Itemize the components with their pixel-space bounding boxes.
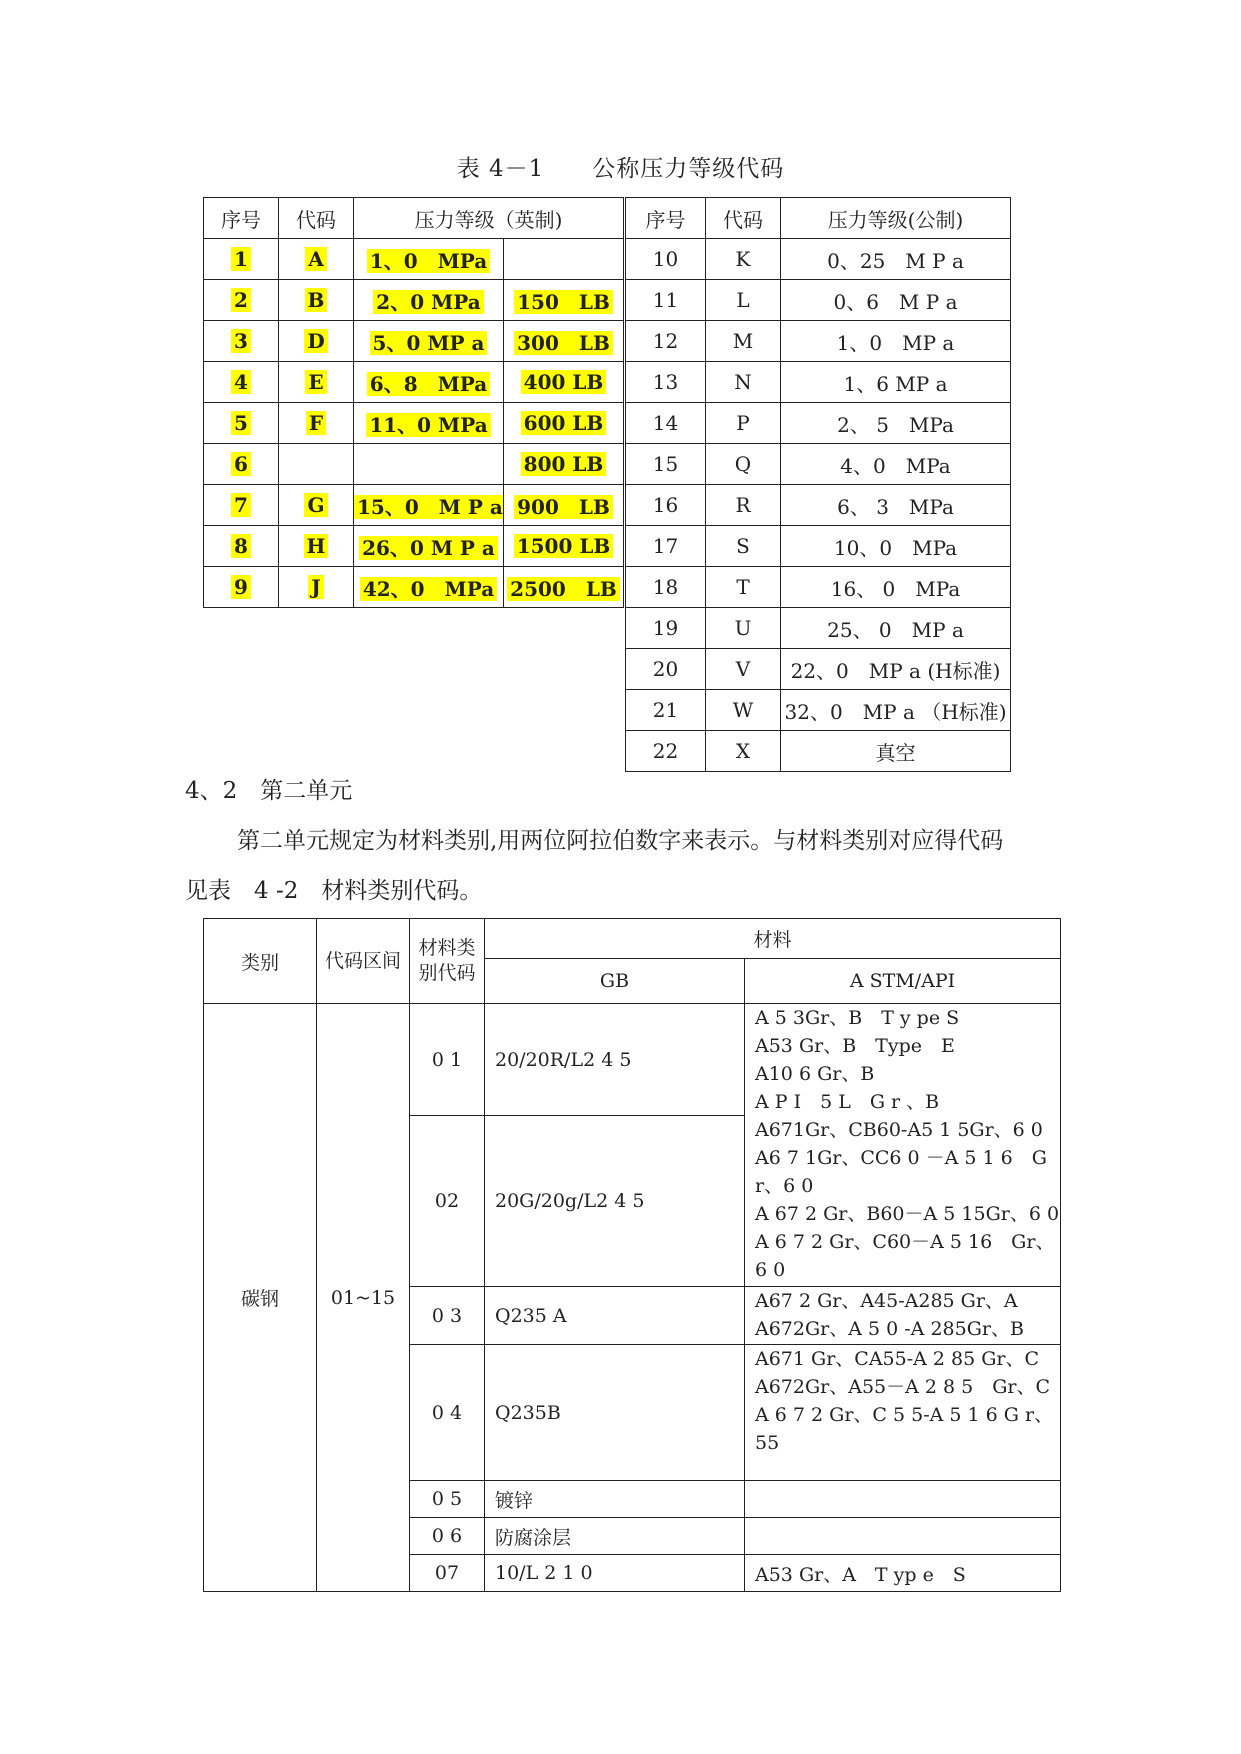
seq-cell bbox=[204, 526, 279, 567]
seq-cell bbox=[204, 321, 279, 362]
pressure-lb-cell bbox=[504, 280, 624, 321]
seq-cell: 22 bbox=[626, 731, 706, 772]
header-material-code: 材料类别代码 bbox=[410, 919, 485, 1004]
pressure-mpa-cell-text: 2、0 MPa bbox=[373, 290, 483, 314]
pressure-mpa-cell-text: 42、0 MPa bbox=[360, 577, 497, 601]
table-row bbox=[204, 321, 624, 362]
table-row bbox=[204, 444, 624, 485]
seq-cell bbox=[204, 444, 279, 485]
astm-cell: A53 Gr、A T yp e S bbox=[745, 1555, 1061, 1592]
seq-cell: 19 bbox=[626, 608, 706, 649]
code-cell-text: F bbox=[306, 411, 326, 435]
header-pressure-metric: 压力等级(公制) bbox=[781, 198, 1011, 239]
seq-cell: 10 bbox=[626, 239, 706, 280]
seq-cell bbox=[204, 362, 279, 403]
pressure-lb-cell-text: 600 LB bbox=[521, 411, 607, 435]
header-code-range: 代码区间 bbox=[317, 919, 410, 1004]
table-row bbox=[626, 239, 1011, 280]
pressure-lb-cell bbox=[504, 239, 624, 280]
pressure-mpa-cell bbox=[354, 485, 504, 526]
code-cell: L bbox=[706, 280, 781, 321]
pressure-metric-cell: 0、6 M P a bbox=[781, 280, 1011, 321]
pressure-metric-cell: 0、25 M P a bbox=[781, 239, 1011, 280]
code-cell: P bbox=[706, 403, 781, 444]
code-cell: K bbox=[706, 239, 781, 280]
pressure-mpa-cell bbox=[354, 526, 504, 567]
seq-cell: 18 bbox=[626, 567, 706, 608]
pressure-metric-cell: 25、 0 MP a bbox=[781, 608, 1011, 649]
code-cell bbox=[279, 567, 354, 608]
seq-cell: 14 bbox=[626, 403, 706, 444]
category-cell: 碳钢 bbox=[204, 1004, 317, 1592]
pressure-lb-cell bbox=[504, 567, 624, 608]
pressure-table-metric bbox=[625, 197, 1011, 772]
seq-cell: 13 bbox=[626, 362, 706, 403]
code-cell bbox=[279, 403, 354, 444]
pressure-metric-cell: 10、0 MPa bbox=[781, 526, 1011, 567]
seq-cell bbox=[204, 403, 279, 444]
code-cell-text: D bbox=[304, 329, 327, 353]
pressure-mpa-cell-text: 15、0 M P a bbox=[354, 495, 504, 519]
pressure-mpa-cell-text: 6、8 MPa bbox=[367, 372, 490, 396]
gb-cell: 镀锌 bbox=[485, 1481, 745, 1518]
seq-cell-text: 4 bbox=[231, 370, 251, 394]
pressure-mpa-cell-text: 26、0 M P a bbox=[359, 536, 498, 560]
seq-cell-text: 7 bbox=[231, 493, 251, 517]
pressure-lb-cell bbox=[504, 444, 624, 485]
code-cell: N bbox=[706, 362, 781, 403]
table-row bbox=[626, 403, 1011, 444]
pressure-lb-cell-text: 1500 LB bbox=[514, 534, 614, 558]
header-seq: 序号 bbox=[204, 198, 279, 239]
pressure-lb-cell-text: 2500 LB bbox=[507, 577, 620, 601]
pressure-mpa-cell bbox=[354, 403, 504, 444]
code-cell-text: J bbox=[308, 575, 323, 599]
pressure-lb-cell-text: 300 LB bbox=[514, 331, 613, 355]
seq-cell: 12 bbox=[626, 321, 706, 362]
material-code-cell: 0 6 bbox=[410, 1518, 485, 1555]
code-cell-text: A bbox=[305, 247, 327, 271]
seq-cell bbox=[204, 485, 279, 526]
pressure-lb-cell bbox=[504, 362, 624, 403]
code-cell: R bbox=[706, 485, 781, 526]
table-row bbox=[626, 690, 1011, 731]
table-row bbox=[626, 280, 1011, 321]
code-cell: X bbox=[706, 731, 781, 772]
table-row bbox=[626, 444, 1011, 485]
pressure-mpa-cell bbox=[354, 567, 504, 608]
code-cell-text: G bbox=[304, 493, 327, 517]
pressure-mpa-cell-text: 11、0 MPa bbox=[366, 413, 490, 437]
seq-cell bbox=[204, 280, 279, 321]
astm-cell: A67 2 Gr、A45-A285 Gr、A A672Gr、A 5 0 -A 285Gr、B bbox=[745, 1287, 1061, 1345]
table-row bbox=[626, 567, 1011, 608]
astm-cell: A 5 3Gr、B T y pe S A53 Gr、B Type E A10 6 Gr、B A P I 5 L G r 、B A671Gr、CB60-A5 1 5Gr、6 0 A6 7 1Gr、CC6 0 －A 5 1 6 G r、6 0 A 67 2 Gr、B60－A 5 15Gr、6 0 A 6 7 2 Gr、C60－A 5 16 Gr、6 0 bbox=[745, 1004, 1061, 1287]
code-cell bbox=[279, 362, 354, 403]
gb-cell: 防腐涂层 bbox=[485, 1518, 745, 1555]
pressure-metric-cell: 1、6 MP a bbox=[781, 362, 1011, 403]
gb-cell: 10/L 2 1 0 bbox=[485, 1555, 745, 1592]
seq-cell-text: 9 bbox=[231, 575, 251, 599]
seq-cell-text: 3 bbox=[231, 329, 251, 353]
pressure-lb-cell-text: 900 LB bbox=[514, 495, 613, 519]
table-row bbox=[204, 567, 624, 608]
table-row bbox=[204, 280, 624, 321]
gb-cell: Q235 A bbox=[485, 1287, 745, 1345]
pressure-lb-cell-text: 400 LB bbox=[521, 370, 607, 394]
seq-cell-text: 1 bbox=[231, 247, 251, 271]
code-cell bbox=[279, 526, 354, 567]
header-pressure-imperial: 压力等级（英制) bbox=[354, 198, 624, 239]
seq-cell: 21 bbox=[626, 690, 706, 731]
code-cell bbox=[279, 280, 354, 321]
pressure-mpa-cell bbox=[354, 239, 504, 280]
material-code-cell: 0 5 bbox=[410, 1481, 485, 1518]
code-cell-text: E bbox=[305, 370, 326, 394]
code-cell: W bbox=[706, 690, 781, 731]
seq-cell bbox=[204, 239, 279, 280]
table-header-row bbox=[626, 198, 1011, 239]
table-row bbox=[626, 526, 1011, 567]
astm-cell bbox=[745, 1481, 1061, 1518]
pressure-mpa-cell-text: 5、0 MP a bbox=[370, 331, 488, 355]
gb-cell: Q235B bbox=[485, 1345, 745, 1481]
material-code-cell: 02 bbox=[410, 1116, 485, 1287]
seq-cell: 16 bbox=[626, 485, 706, 526]
pressure-metric-cell: 2、 5 MPa bbox=[781, 403, 1011, 444]
table-4-1-title: 表 4－1 公称压力等级代码 bbox=[456, 156, 785, 182]
pressure-mpa-cell bbox=[354, 362, 504, 403]
code-cell: M bbox=[706, 321, 781, 362]
pressure-lb-cell bbox=[504, 485, 624, 526]
code-cell-text: H bbox=[304, 534, 329, 558]
gb-cell: 20G/20g/L2 4 5 bbox=[485, 1116, 745, 1287]
pressure-metric-cell: 1、0 MP a bbox=[781, 321, 1011, 362]
table-row bbox=[204, 485, 624, 526]
pressure-mpa-cell-text: 1、0 MPa bbox=[367, 249, 490, 273]
code-cell: V bbox=[706, 649, 781, 690]
pressure-lb-cell bbox=[504, 321, 624, 362]
code-cell bbox=[279, 485, 354, 526]
table-row bbox=[626, 608, 1011, 649]
seq-cell-text: 6 bbox=[231, 452, 251, 476]
seq-cell: 17 bbox=[626, 526, 706, 567]
pressure-mpa-cell bbox=[354, 280, 504, 321]
pressure-lb-cell-text: 800 LB bbox=[521, 452, 607, 476]
table-row bbox=[204, 526, 624, 567]
table-row bbox=[204, 1004, 1061, 1116]
pressure-table-imperial bbox=[203, 197, 624, 608]
astm-cell: A671 Gr、CA55-A 2 85 Gr、C A672Gr、A55－A 2 8 5 Gr、C A 6 7 2 Gr、C 5 5-A 5 1 6 G r、55 bbox=[745, 1345, 1061, 1481]
table-row bbox=[626, 362, 1011, 403]
code-cell: Q bbox=[706, 444, 781, 485]
table-row bbox=[626, 649, 1011, 690]
astm-cell bbox=[745, 1518, 1061, 1555]
header-code: 代码 bbox=[706, 198, 781, 239]
table-row bbox=[204, 239, 624, 280]
material-code-cell: 0 4 bbox=[410, 1345, 485, 1481]
paragraph-line-1: 第二单元规定为材料类别,用两位阿拉伯数字来表示。与材料类别对应得代码 bbox=[237, 828, 1004, 854]
code-range-cell: 01~15 bbox=[317, 1004, 410, 1592]
code-cell bbox=[279, 239, 354, 280]
code-cell: U bbox=[706, 608, 781, 649]
header-seq: 序号 bbox=[626, 198, 706, 239]
material-code-cell: 0 3 bbox=[410, 1287, 485, 1345]
header-code: 代码 bbox=[279, 198, 354, 239]
header-material: 材料 bbox=[485, 919, 1061, 959]
material-category-table bbox=[203, 918, 1061, 1592]
pressure-metric-cell: 4、0 MPa bbox=[781, 444, 1011, 485]
header-category: 类别 bbox=[204, 919, 317, 1004]
table-row bbox=[626, 485, 1011, 526]
header-gb: GB bbox=[485, 959, 745, 1004]
code-cell: S bbox=[706, 526, 781, 567]
seq-cell-text: 5 bbox=[231, 411, 251, 435]
seq-cell-text: 2 bbox=[231, 288, 251, 312]
seq-cell bbox=[204, 567, 279, 608]
pressure-metric-cell: 16、 0 MPa bbox=[781, 567, 1011, 608]
pressure-lb-cell bbox=[504, 403, 624, 444]
material-code-cell: 0 1 bbox=[410, 1004, 485, 1116]
pressure-mpa-cell bbox=[354, 321, 504, 362]
table-row bbox=[204, 362, 624, 403]
table-row bbox=[626, 731, 1011, 772]
material-code-cell: 07 bbox=[410, 1555, 485, 1592]
table-header-row bbox=[204, 919, 1061, 959]
code-cell bbox=[279, 444, 354, 485]
code-cell-text: B bbox=[305, 288, 328, 312]
section-heading: 4、2 第二单元 bbox=[185, 778, 353, 804]
pressure-lb-cell-text: 150 LB bbox=[514, 290, 613, 314]
gb-cell: 20/20R/L2 4 5 bbox=[485, 1004, 745, 1116]
pressure-metric-cell: 22、0 MP a (H标准) bbox=[781, 649, 1011, 690]
table-header-row bbox=[204, 198, 624, 239]
seq-cell-text: 8 bbox=[231, 534, 251, 558]
pressure-metric-cell: 6、 3 MPa bbox=[781, 485, 1011, 526]
pressure-metric-cell: 真空 bbox=[781, 731, 1011, 772]
code-cell bbox=[279, 321, 354, 362]
header-astm: A STM/API bbox=[745, 959, 1061, 1004]
pressure-lb-cell bbox=[504, 526, 624, 567]
pressure-mpa-cell bbox=[354, 444, 504, 485]
table-row bbox=[626, 321, 1011, 362]
table-row bbox=[204, 403, 624, 444]
seq-cell: 20 bbox=[626, 649, 706, 690]
code-cell: T bbox=[706, 567, 781, 608]
seq-cell: 15 bbox=[626, 444, 706, 485]
seq-cell: 11 bbox=[626, 280, 706, 321]
pressure-metric-cell: 32、0 MP a （H标准) bbox=[781, 690, 1011, 731]
paragraph-line-2: 见表 4 -2 材料类别代码。 bbox=[185, 878, 483, 904]
